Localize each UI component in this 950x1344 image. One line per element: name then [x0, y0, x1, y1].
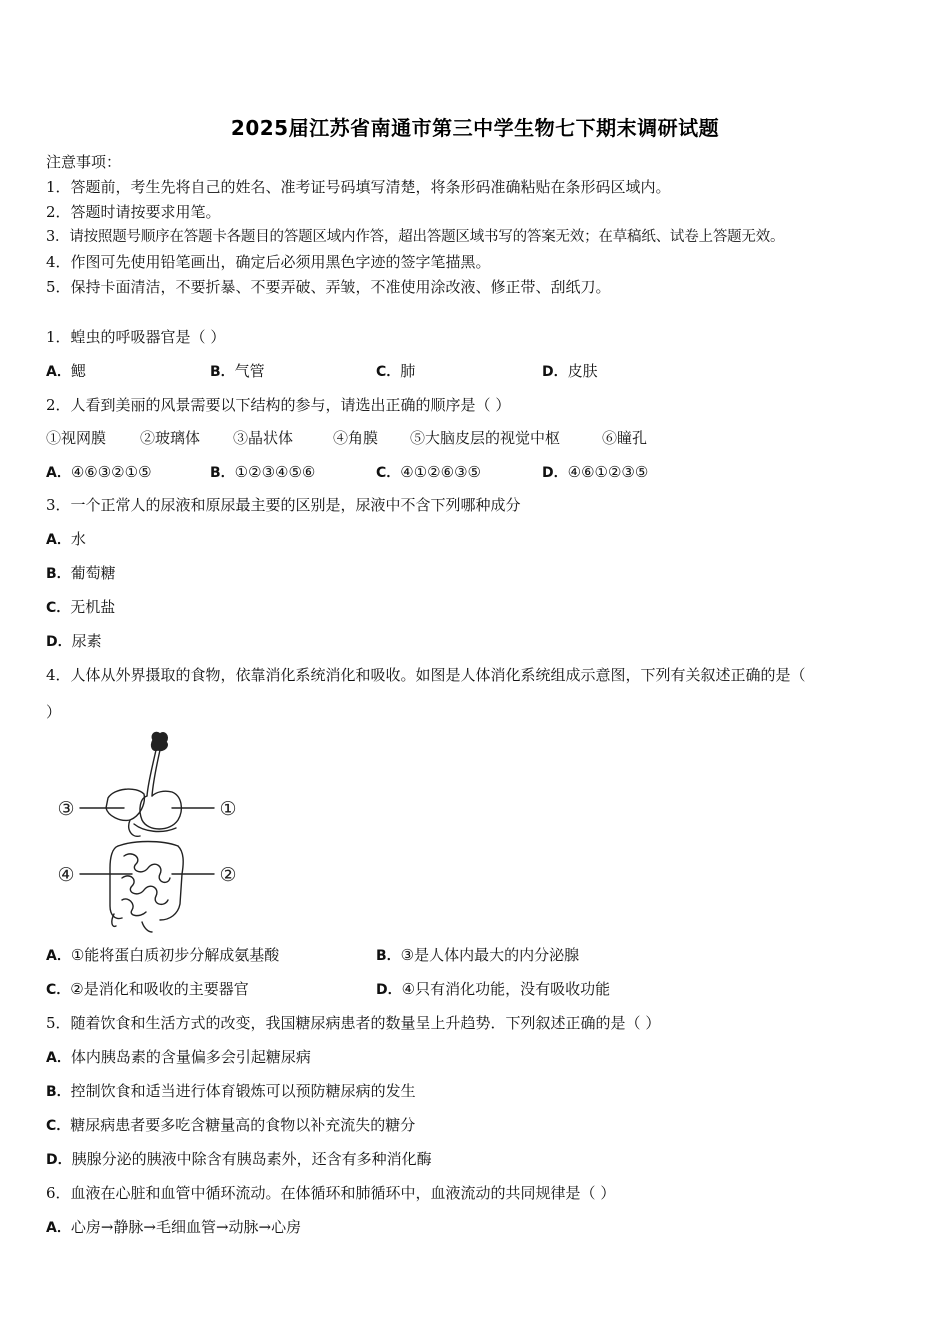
option-c: C．②是消化和吸收的主要器官: [46, 980, 249, 998]
option-d: D．尿素: [46, 632, 102, 650]
structure-item: ②玻璃体: [140, 429, 201, 447]
question-6-stem: 6．血液在心脏和血管中循环流动。在体循环和肺循环中，血液流动的共同规律是（ ）: [46, 1184, 616, 1202]
structure-item: ③晶状体: [233, 429, 294, 447]
option-c: C．无机盐: [46, 598, 116, 616]
notice-item: 4．作图可先使用铅笔画出，确定后必须用黑色字迹的签字笔描黑。: [46, 253, 491, 271]
option-b: B．葡萄糖: [46, 564, 116, 582]
option-d: D．④⑥①②③⑤: [542, 463, 649, 481]
structure-item: ①视网膜: [46, 429, 107, 447]
label-1: ①: [219, 798, 237, 820]
option-a: A．水: [46, 530, 86, 548]
question-4-stem: 4．人体从外界摄取的食物，依靠消化系统消化和吸收。如图是人体消化系统组成示意图，下列有关叙述正确的是（: [46, 666, 806, 684]
option-b: B．控制饮食和适当进行体育锻炼可以预防糖尿病的发生: [46, 1082, 416, 1100]
question-1-stem: 1．蝗虫的呼吸器官是（ ）: [46, 328, 226, 346]
option-b: B．③是人体内最大的内分泌腺: [376, 946, 580, 964]
option-a: A．④⑥③②①⑤: [46, 463, 152, 481]
option-b: B．①②③④⑤⑥: [210, 463, 316, 481]
structure-item: ⑤大脑皮层的视觉中枢: [410, 429, 561, 447]
option-b: B．气管: [210, 362, 265, 380]
small-intestine-coil: [122, 899, 146, 916]
mouth-shape: [152, 732, 168, 750]
option-a: A．鳃: [46, 362, 86, 380]
liver: [106, 789, 144, 820]
descending-colon: [160, 846, 183, 920]
question-3-stem: 3．一个正常人的尿液和原尿最主要的区别是，尿液中不含下列哪种成分: [46, 496, 521, 514]
esophagus-edge: [152, 750, 160, 796]
option-c: C．④①②⑥③⑤: [376, 463, 481, 481]
label-4: ④: [57, 864, 75, 886]
option-a: A．心房→静脉→毛细血管→动脉→心房: [46, 1218, 302, 1236]
digestive-system-diagram: [52, 728, 247, 933]
structure-item: ④角膜: [333, 429, 379, 447]
transverse-colon: [118, 842, 178, 847]
question-4-stem-continued: ）: [46, 703, 62, 721]
notice-item: 2．答题时请按要求用笔。: [46, 203, 221, 221]
option-a: A．体内胰岛素的含量偏多会引起糖尿病: [46, 1048, 311, 1066]
label-3: ③: [57, 798, 75, 820]
option-c: C．糖尿病患者要多吃含糖量高的食物以补充流失的糖分: [46, 1116, 416, 1134]
question-2-stem: 2．人看到美丽的风景需要以下结构的参与，请选出正确的顺序是（ ）: [46, 396, 511, 414]
option-d: D．胰腺分泌的胰液中除含有胰岛素外，还含有多种消化酶: [46, 1150, 432, 1168]
label-2: ②: [219, 864, 237, 886]
stomach: [140, 791, 181, 829]
small-intestine-coil: [124, 854, 170, 882]
rectum: [142, 922, 152, 932]
duodenum: [129, 820, 140, 836]
notice-item: 5．保持卡面清洁，不要折暴、不要弄破、弄皱，不准使用涂改液、修正带、刮纸刀。: [46, 278, 611, 296]
option-c: C．肺: [376, 362, 416, 380]
ascending-colon: [110, 846, 122, 919]
notice-heading: 注意事项：: [46, 153, 122, 171]
notice-item: 1．答题前，考生先将自己的姓名、准考证号码填写清楚，将条形码准确粘贴在条形码区域内。: [46, 178, 671, 196]
exam-title: 2025届江苏省南通市第三中学生物七下期末调研试题: [230, 116, 720, 140]
question-5-stem: 5．随着饮食和生活方式的改变，我国糖尿病患者的数量呈上升趋势．下列叙述正确的是（ ）: [46, 1014, 661, 1032]
structure-item: ⑥瞳孔: [602, 429, 648, 447]
option-a: A．①能将蛋白质初步分解成氨基酸: [46, 946, 280, 964]
option-d: D．皮肤: [542, 362, 598, 380]
notice-item: 3．请按照题号顺序在答题卡各题目的答题区域内作答，超出答题区域书写的答案无效；在草稿纸、试卷上答题无效。: [46, 229, 785, 245]
option-d: D．④只有消化功能，没有吸收功能: [376, 980, 611, 998]
